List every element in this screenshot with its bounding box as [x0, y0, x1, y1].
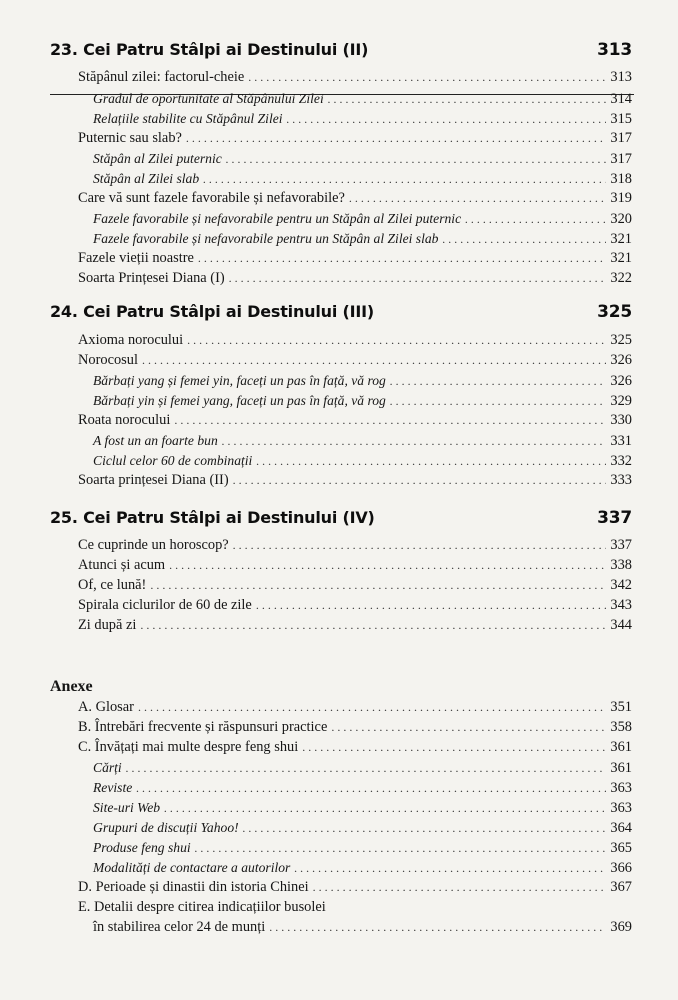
entry-page: 344 — [610, 617, 632, 633]
entry-text: Roata norocului — [78, 412, 171, 428]
chapter-title: 24. Cei Patru Stâlpi ai Destinului (III) — [50, 302, 374, 321]
toc-entry — [78, 249, 632, 268]
entry-text: Modalități de contactare a autorilor — [93, 860, 291, 875]
toc-entry — [78, 878, 632, 897]
toc-subentry — [93, 838, 632, 857]
entry-text: Of, ce lună! — [78, 577, 147, 593]
entry-page: 365 — [610, 840, 632, 856]
entry-page: 331 — [610, 433, 632, 449]
chapter-title: 23. Cei Patru Stâlpi ai Destinului (II) — [50, 40, 369, 59]
entry-text: Spirala ciclurilor de 60 de zile — [78, 597, 252, 613]
leader-dots — [140, 616, 606, 635]
leader-dots — [195, 839, 607, 858]
toc-entry — [78, 351, 632, 370]
entry-text: Reviste — [93, 780, 133, 795]
leader-dots — [233, 471, 607, 490]
toc-subentry — [93, 209, 632, 228]
leader-dots — [229, 269, 607, 288]
entry-page: 321 — [610, 250, 632, 266]
leader-dots — [256, 596, 607, 615]
entry-text: Fazele favorabile și nefavorabile pentru un Stăpân al Zilei puternic — [93, 211, 462, 226]
leader-dots — [150, 576, 606, 595]
entry-text: în stabilirea celor 24 de munți — [93, 919, 266, 935]
entry-page: 318 — [610, 171, 632, 187]
leader-dots — [390, 392, 607, 411]
chapter-page: 313 — [597, 40, 632, 60]
entry-page: 363 — [610, 800, 632, 816]
entry-text: Puternic sau slab? — [78, 130, 182, 146]
toc-entry — [78, 576, 632, 595]
entry-page: 326 — [610, 352, 632, 368]
entry-text: Care vă sunt fazele favorabile și nefavorabile? — [78, 190, 345, 206]
leader-dots — [465, 210, 606, 229]
leader-dots — [233, 536, 607, 555]
entry-text: D. Perioade și dinastii din istoria Chinei — [78, 879, 309, 895]
leader-dots — [331, 718, 606, 737]
entry-page: 317 — [610, 130, 632, 146]
toc-subentry — [93, 858, 632, 877]
toc-entry — [78, 536, 632, 555]
toc-subentry — [93, 778, 632, 797]
entry-text: A fost un an foarte bun — [93, 433, 218, 448]
entry-page: 326 — [610, 373, 632, 389]
toc-subentry — [93, 451, 632, 470]
entry-page: 363 — [610, 780, 632, 796]
toc-entry — [78, 471, 632, 490]
chapter-page: 337 — [597, 508, 632, 528]
leader-dots — [302, 738, 606, 757]
leader-dots — [287, 110, 607, 129]
entry-page: 366 — [610, 860, 632, 876]
toc-entry — [78, 556, 632, 575]
entry-page: 330 — [610, 412, 632, 428]
entry-page: 343 — [610, 597, 632, 613]
entry-text: Norocosul — [78, 352, 138, 368]
toc-entry — [78, 616, 632, 635]
leader-dots — [294, 859, 606, 878]
entry-page: 332 — [610, 453, 632, 469]
entry-page: 320 — [610, 211, 632, 227]
entry-text: Ce cuprinde un horoscop? — [78, 537, 229, 553]
leader-dots — [442, 230, 606, 249]
chapter-heading — [50, 40, 632, 64]
entry-page: 322 — [610, 270, 632, 286]
entry-text: Bărbați yang și femei yin, faceți un pas în față, vă rog — [93, 373, 386, 388]
entry-text: Produse feng shui — [93, 840, 191, 855]
toc-entry — [78, 596, 632, 615]
leader-dots — [174, 411, 606, 430]
entry-text: Stăpân al Zilei slab — [93, 171, 200, 186]
toc-subentry — [93, 798, 632, 817]
toc-subentry — [93, 149, 632, 168]
leader-dots — [349, 189, 607, 208]
entry-text: C. Învățați mai multe despre feng shui — [78, 739, 299, 755]
entry-text: Cărți — [93, 760, 122, 775]
entry-text: Fazele vieții noastre — [78, 250, 194, 266]
entry-page: 329 — [610, 393, 632, 409]
leader-dots — [328, 90, 607, 109]
toc-entry — [78, 411, 632, 430]
entry-page: 361 — [610, 760, 632, 776]
entry-text: E. Detalii despre citirea indicațiilor busolei — [78, 899, 326, 915]
toc-subentry — [93, 391, 632, 410]
leader-dots — [390, 372, 607, 391]
leader-dots — [169, 556, 606, 575]
entry-page: 364 — [610, 820, 632, 836]
entry-page: 319 — [610, 190, 632, 206]
entry-page: 351 — [610, 699, 632, 715]
entry-page: 367 — [610, 879, 632, 895]
entry-text: Gradul de oportunitate al Stăpânului Zilei — [93, 91, 324, 106]
chapter-heading — [50, 302, 632, 326]
entry-page: 361 — [610, 739, 632, 755]
entry-text: Zi după zi — [78, 617, 137, 633]
entry-text: Site-uri Web — [93, 800, 161, 815]
entry-page: 358 — [610, 719, 632, 735]
entry-text: B. Întrebări frecvente și răspunsuri practice — [78, 719, 328, 735]
entry-page: 333 — [610, 472, 632, 488]
chapter-title: 25. Cei Patru Stâlpi ai Destinului (IV) — [50, 508, 375, 527]
toc-subentry — [93, 818, 632, 837]
leader-dots — [243, 819, 607, 838]
entry-text: Fazele favorabile și nefavorabile pentru un Stăpân al Zilei slab — [93, 231, 439, 246]
toc-entry — [78, 269, 632, 288]
leader-dots — [269, 918, 606, 937]
entry-page: 314 — [610, 91, 632, 107]
toc-entry — [78, 718, 632, 737]
toc-entry — [78, 129, 632, 148]
leader-dots — [164, 799, 606, 818]
entry-text: Atunci și acum — [78, 557, 166, 573]
entry-text: Stăpânul zilei: factorul-cheie — [78, 69, 245, 85]
toc-subentry — [93, 89, 632, 108]
entry-text: Soarta Prințesei Diana (I) — [78, 270, 225, 286]
entry-page: 325 — [610, 332, 632, 348]
entry-page: 321 — [610, 231, 632, 247]
toc-entry — [78, 189, 632, 208]
entry-page: 313 — [610, 69, 632, 85]
toc-entry — [78, 68, 632, 87]
entry-text: Relațiile stabilite cu Stăpânul Zilei — [93, 111, 283, 126]
leader-dots — [203, 170, 606, 189]
chapter-page: 325 — [597, 302, 632, 322]
toc-entry — [78, 698, 632, 717]
leader-dots — [248, 68, 606, 87]
leader-dots — [256, 452, 606, 471]
toc-subentry — [93, 229, 632, 248]
leader-dots — [186, 129, 607, 148]
entry-text: Stăpân al Zilei puternic — [93, 151, 222, 166]
entry-page: 342 — [610, 577, 632, 593]
leader-dots — [136, 779, 606, 798]
toc-entry — [78, 898, 632, 917]
entry-page: 338 — [610, 557, 632, 573]
leader-dots — [222, 432, 607, 451]
entry-text: Grupuri de discuții Yahoo! — [93, 820, 239, 835]
toc-subentry — [93, 431, 632, 450]
leader-dots — [313, 878, 607, 897]
entry-page: 315 — [610, 111, 632, 127]
leader-dots — [198, 249, 607, 268]
entry-page: 317 — [610, 151, 632, 167]
toc-subentry — [93, 169, 632, 188]
toc-entry-continued — [93, 918, 632, 937]
leader-dots — [142, 351, 606, 370]
entry-text: Bărbați yin și femei yang, faceți un pas în față, vă rog — [93, 393, 386, 408]
toc-subentry — [93, 371, 632, 390]
entry-page: 337 — [610, 537, 632, 553]
toc-entry — [78, 738, 632, 757]
entry-text: Axioma norocului — [78, 332, 184, 348]
entry-text: A. Glosar — [78, 699, 134, 715]
toc-subentry — [93, 109, 632, 128]
leader-dots — [187, 331, 606, 350]
entry-text: Soarta prințesei Diana (II) — [78, 472, 229, 488]
chapter-heading — [50, 508, 632, 532]
leader-dots — [226, 150, 607, 169]
annex-heading: Anexe — [50, 678, 93, 695]
entry-text: Ciclul celor 60 de combinații — [93, 453, 253, 468]
leader-dots — [126, 759, 607, 778]
entry-page: 369 — [610, 919, 632, 935]
toc-subentry — [93, 758, 632, 777]
leader-dots — [138, 698, 606, 717]
toc-entry — [78, 331, 632, 350]
